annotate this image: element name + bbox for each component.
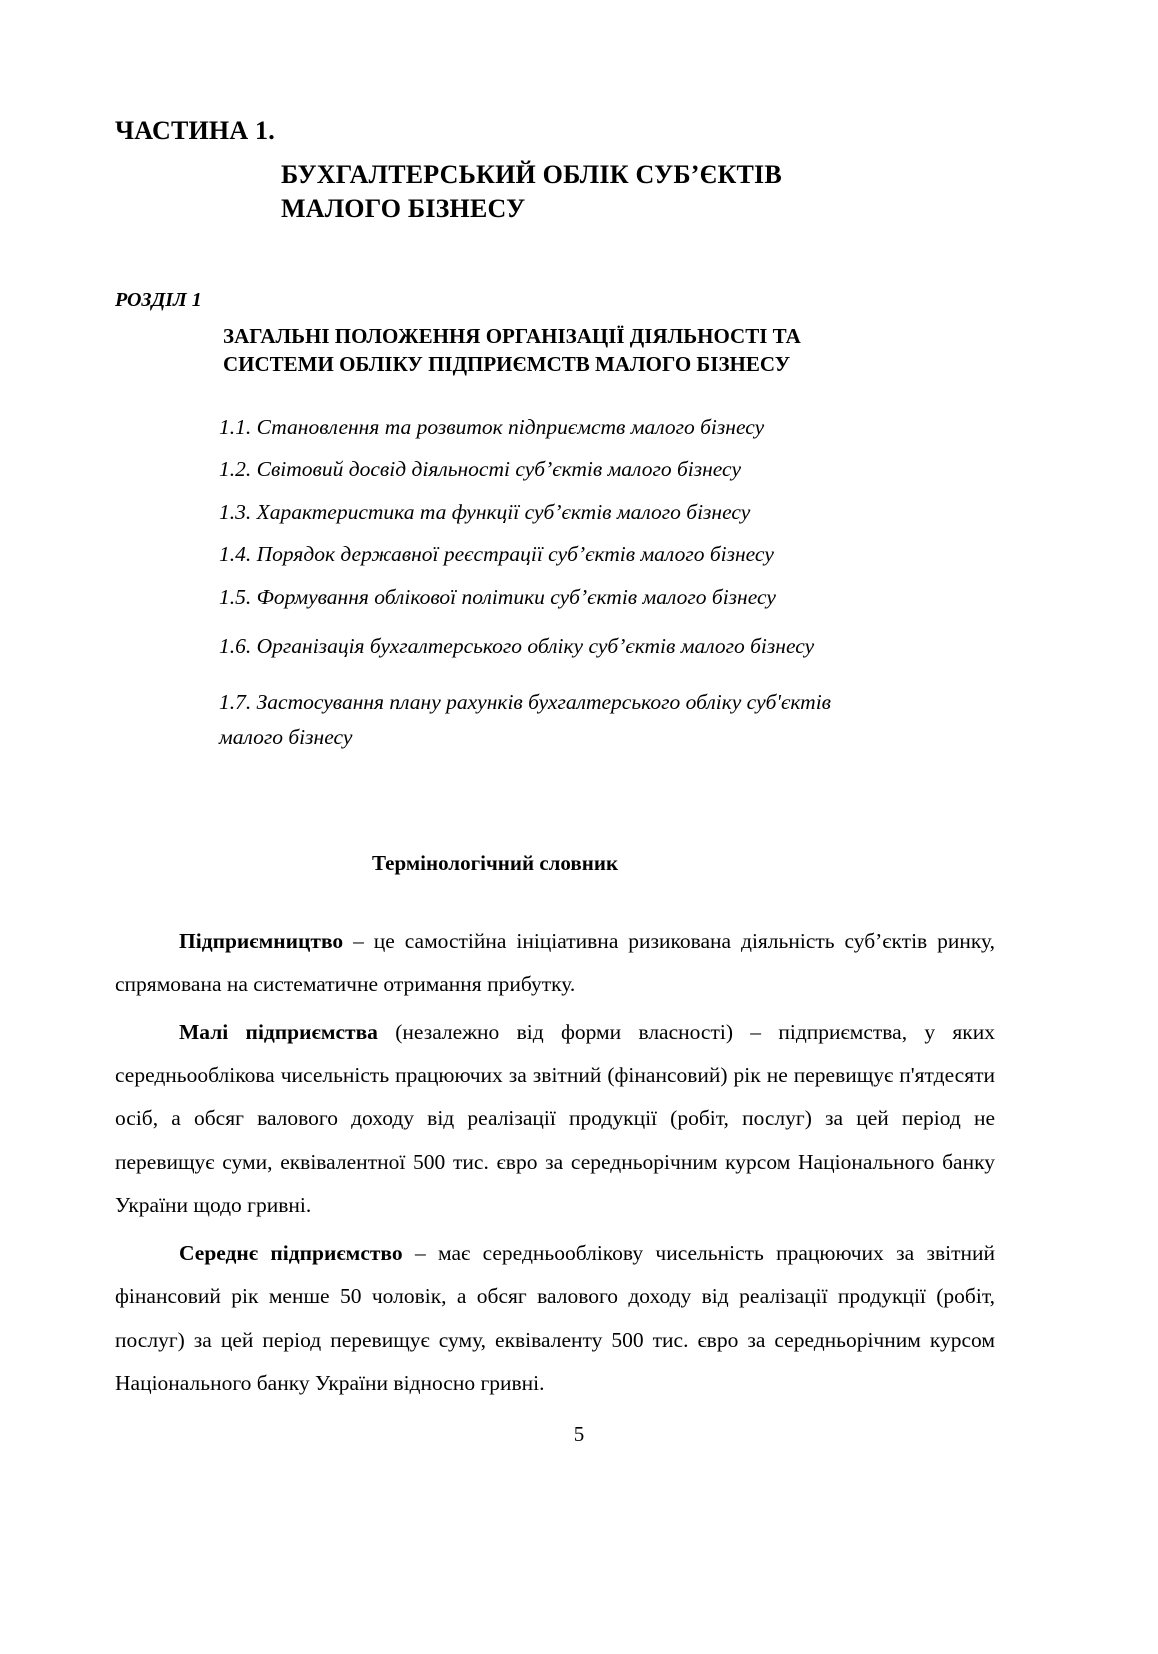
chapter-title-line-1: ЗАГАЛЬНІ ПОЛОЖЕННЯ ОРГАНІЗАЦІЇ ДІЯЛЬНОСТІ ТА <box>223 323 801 348</box>
list-item: 1.3. Характеристика та функції суб’єктів малого бізнесу <box>219 499 751 524</box>
glossary-entries <box>115 920 995 1406</box>
list-item: 1.5. Формування облікової політики суб’єктів малого бізнесу <box>219 584 776 609</box>
chapter-title-block <box>115 289 995 379</box>
list-item: 1.7. Застосування плану рахунків бухгалтерського обліку суб'єктів малого бізнесу <box>219 690 832 749</box>
glossary-definition: (незалежно від форми власності) – підприємства, у яких середньооблікова чисельність працюючих за звітний (фінансовий) рік не перевищує п'ятдесяти осіб, а обсяг валового доходу від реалізації продукції (робіт, послуг) за цей період не перевищує суми, еквівалентної 500 тис. євро за середньорічним курсом Національного банку України щодо гривні. <box>115 1019 996 1218</box>
chapter-contents-list <box>115 414 995 755</box>
chapter-label: РОЗДІЛ 1 <box>115 288 202 311</box>
part-label: ЧАСТИНА 1. <box>115 116 275 145</box>
chapter-title <box>115 322 995 379</box>
glossary-entry <box>115 920 995 1007</box>
part-title-block <box>115 118 995 227</box>
part-title-line-2: МАЛОГО БІЗНЕСУ <box>281 194 526 224</box>
list-item: 1.2. Світовий досвід діяльності суб’єктів малого бізнесу <box>219 457 741 482</box>
list-item: 1.6. Організація бухгалтерського обліку суб’єктів малого бізнесу <box>219 634 815 659</box>
glossary-entry <box>115 1232 995 1406</box>
glossary-entry <box>115 1011 995 1228</box>
part-title-line-1: БУХГАЛТЕРСЬКИЙ ОБЛІК СУБ’ЄКТІВ <box>281 160 782 189</box>
list-item: 1.4. Порядок державної реєстрації суб’єктів малого бізнесу <box>219 542 774 567</box>
glossary-definition: – це самостійна ініціативна ризикована діяльність суб’єктів ринку, спрямована на систематичне отримання прибутку. <box>115 928 995 997</box>
glossary-term: Підприємництво <box>179 928 344 953</box>
part-title <box>115 158 995 227</box>
glossary-term: Середнє підприємство <box>179 1240 403 1265</box>
glossary-term: Малі підприємства <box>179 1019 378 1044</box>
list-item: 1.1. Становлення та розвиток підприємств малого бізнесу <box>219 414 765 439</box>
chapter-title-line-2: СИСТЕМИ ОБЛІКУ ПІДПРИЄМСТВ МАЛОГО БІЗНЕСУ <box>223 352 791 377</box>
glossary-heading: Термінологічний словник <box>371 850 619 875</box>
page-content <box>115 118 995 1409</box>
page-number: 5 <box>573 1422 585 1446</box>
glossary-definition: – має середньооблікову чисельність працюючих за звітний фінансовий рік менше 50 чоловік, а обсяг валового доходу від реалізації продукції (робіт, послуг) за цей період перевищує суму, еквіваленту 500 тис. євро за середньорічним курсом Національного банку України відносно гривні. <box>115 1240 996 1395</box>
